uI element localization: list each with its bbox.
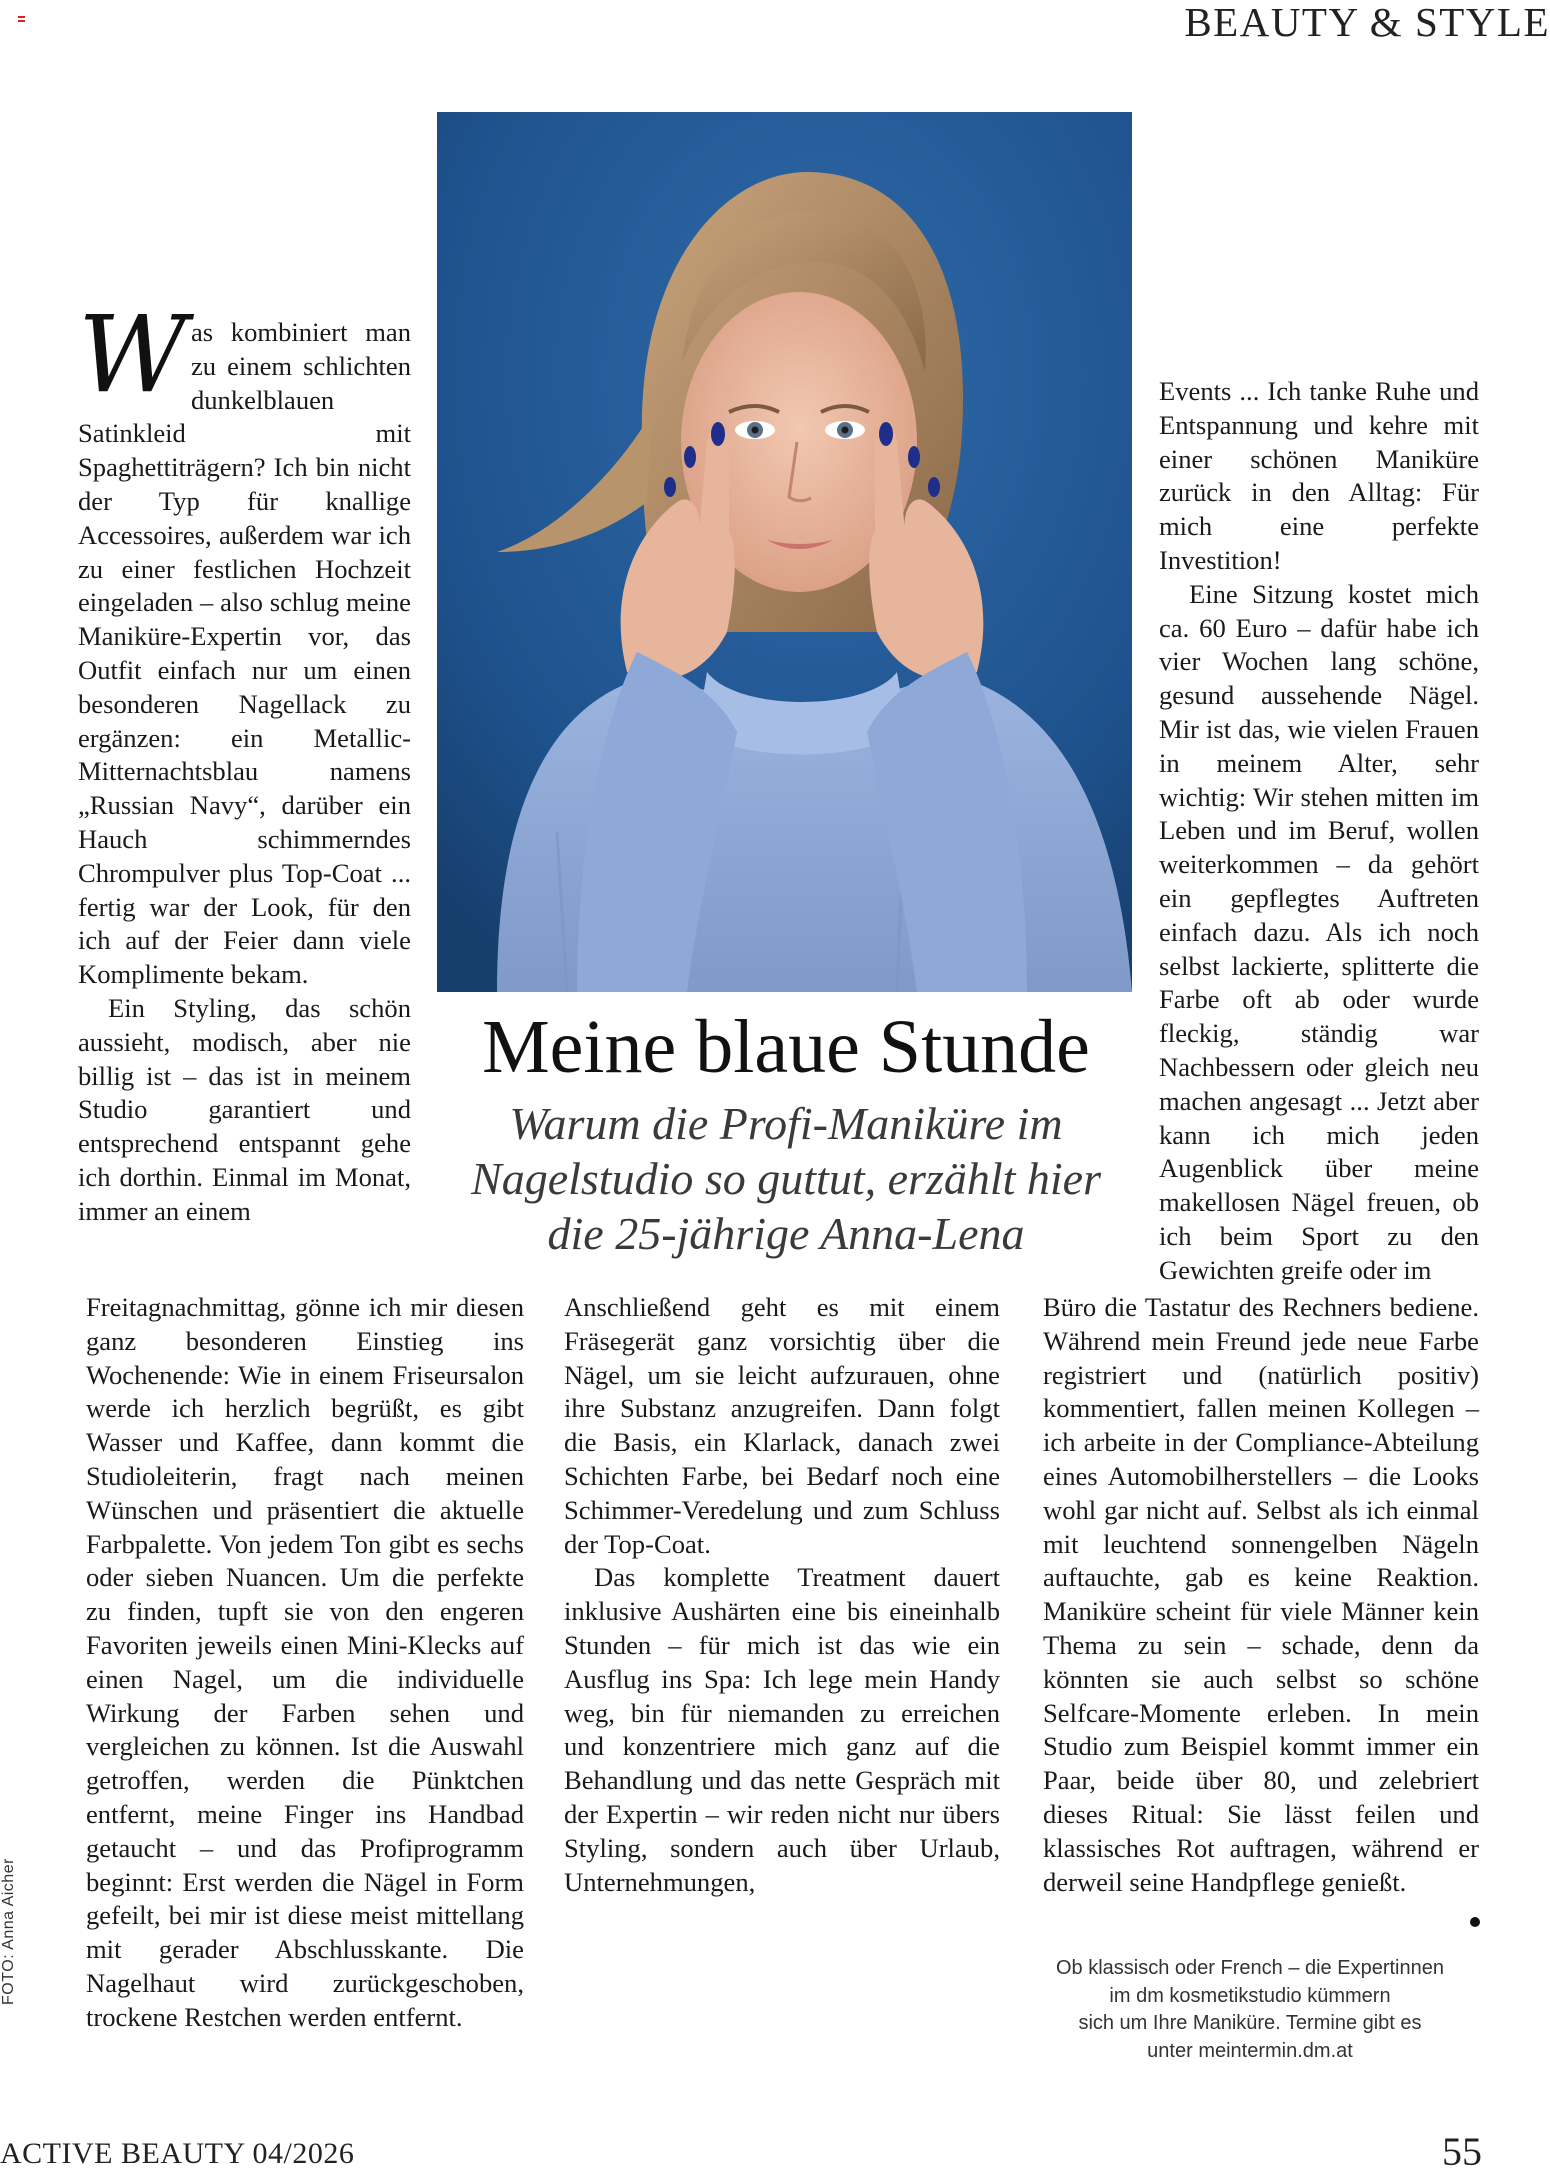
drop-cap: W	[78, 293, 187, 416]
article-column-1-lower	[86, 1291, 524, 2035]
article-paragraph: Büro die Tastatur des Rechners bediene. Während mein Freund jede neue Farbe registriert und (natürlich positiv) kommentiert, fallen meinen Kollegen – ich arbeite in der Compliance-Abteilung eines Automobilherstellers – die Looks wohl gar nicht auf. Selbst als ich einmal mit leuchtend sonnengelben Nägeln auftauchte, gab es keine Reaktion. Maniküre scheint für viele Männer kein Thema zu sein – schade, denn da könnten sie auch selbst so schöne Selfcare-Momente erleben. In mein Studio zum Beispiel kommt immer ein Paar, beide über 80, und zelebriert dieses Ritual: Sie lässt feilen und klassisches Rot auftragen, während er derweil seine Handpflege genießt.	[1043, 1292, 1479, 1897]
section-header: BEAUTY & STYLE	[1184, 0, 1550, 45]
article-paragraph: Freitagnachmittag, gönne ich mir diesen ganz besonderen Einstieg ins Wochenende: Wie in einem Friseursalon werde ich herzlich begrüßt, es gibt Wasser und Kaffee, dann kommt die Studioleiterin, fragt nach meinen Wünschen und präsentiert die aktuelle Farbpalette. Von jedem Ton gibt es sechs oder sieben Nuancen. Um die perfekte zu finden, tupft sie von den engeren Favoriten jeweils einen Mini-Klecks auf einen Nagel, um die individuelle Wirkung der Farben sehen und vergleichen zu können. Ist die Auswahl getroffen, werden die Pünktchen entfernt, meine Finger ins Handbad getaucht – und das Profiprogramm beginnt: Erst werden die Nägel in Form gefeilt, bei mir ist diese meist mittellang mit gerader Abschlusskante. Die Nagelhaut wird zurückgeschoben, trockene Restchen werden entfernt.	[86, 1292, 524, 2032]
photo-caption: Ob klassisch oder French – die Expertinnen im dm kosmetikstudio kümmern sich um Ihre Maniküre. Termine gibt es unter meintermin.dm.at	[1056, 1957, 1444, 2062]
article-title: Meine blaue Stunde	[482, 1005, 1090, 1089]
article-column-3-lower	[1043, 1291, 1479, 1899]
article-column-1	[78, 293, 411, 1229]
portrait-photo	[437, 112, 1132, 992]
article-subtitle: Warum die Profi-Maniküre im Nagelstudio so guttut, erzählt hier die 25-jährige Anna-Lena	[471, 1098, 1101, 1259]
footer-magazine: ACTIVE BEAUTY 04/2026	[0, 2137, 355, 2170]
article-paragraph: Das komplette Treatment dauert inklusive Aushärten eine bis eineinhalb Stunden – für mich ist das wie ein Ausflug ins Spa: Ich lege mein Handy weg, bin für niemanden zu erreichen und konzentriere mich ganz auf die Behandlung und das nette Gespräch mit der Expertin – wir reden nicht nur übers Styling, sondern auch über Urlaub, Unternehmungen,	[564, 1562, 1000, 1897]
article-paragraph: Events ... Ich tanke Ruhe und Entspannung und kehre mit einer schönen Maniküre zurück in den Alltag: Für mich eine perfekte Investition!	[1159, 376, 1479, 575]
article-paragraph: Eine Sitzung kostet mich ca. 60 Euro – dafür habe ich vier Wochen lang schöne, gesund aussehende Nägel. Mir ist das, wie vielen Frauen in meinem Alter, sehr wichtig: Wir stehen mitten im Leben und im Beruf, wollen weiterkommen – da gehört ein gepflegtes Auftreten einfach dazu. Als ich noch selbst lackierte, splitterte die Farbe oft ab oder wurde fleckig, ständig war Nachbessern oder gleich neu machen angesagt ... Jetzt aber kann ich mich jeden Augenblick über meine makellosen Nägel freuen, ob ich beim Sport zu den Gewichten greife oder im	[1159, 578, 1479, 1285]
article-paragraph: Anschließend geht es mit einem Fräsegerät ganz vorsichtig über die Nägel, um sie leicht aufzurauen, ohne ihre Substanz anzugreifen. Dann folgt die Basis, ein Klarlack, danach zwei Schichten Farbe, bei Bedarf noch eine Schimmer-Veredelung und zum Schluss der Top-Coat.	[564, 1292, 1000, 1559]
photo-credit: FOTO: Anna Aicher	[0, 1858, 17, 2005]
portrait-illustration	[437, 112, 1132, 992]
article-column-3	[1159, 375, 1479, 1288]
color-mark-icon	[18, 16, 25, 22]
end-mark-icon	[1470, 1917, 1480, 1927]
page-number: 55	[1442, 2129, 1482, 2174]
article-column-2	[564, 1291, 1000, 1899]
article-paragraph: Was kombiniert man zu einem schlichten dunkelblauen Satinkleid mit Spaghettiträgern? Ich bin nicht der Typ für knallige Accessoires, außerdem war ich zu einer festlichen Hochzeit eingeladen – also schlug meine Maniküre-Expertin vor, das Outfit einfach nur um einen besonderen Nagellack zu ergänzen: ein Metallic-Mitternachtsblau namens „Russian Navy“, darüber ein Hauch schimmerndes Chrompulver plus Top-Coat ... fertig war der Look, für den ich auf der Feier dann viele Komplimente bekam.	[78, 293, 411, 990]
article-paragraph: Ein Styling, das schön aussieht, modisch, aber nie billig ist – das ist in meinem Studio garantiert und entsprechend entspannt gehe ich dorthin. Einmal im Monat, immer an einem	[78, 992, 411, 1226]
